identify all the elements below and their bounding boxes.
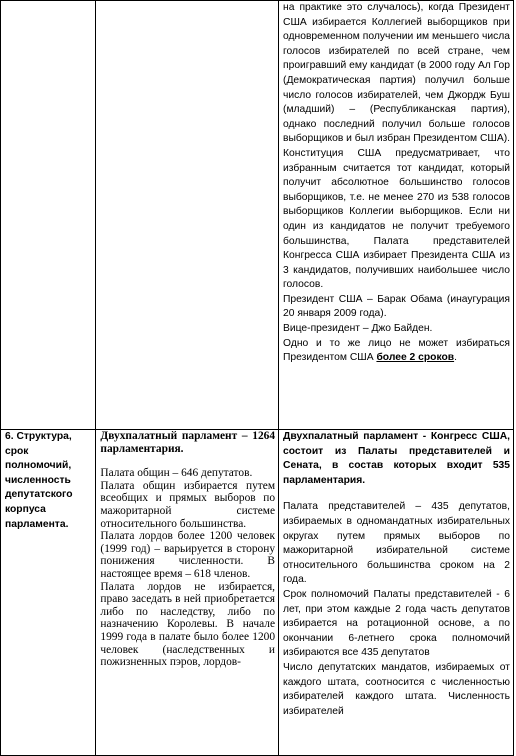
uk-parliament-heading: Двухпалатный парламент – 1264 парламентария. [100, 430, 276, 455]
us-president-election-text: на практике это случалось), когда Президент США избирается Коллегией выборщиков при одновременном получении им меньшего числа голосов избирателей по всей стране, чем проигравший ему кандидат (в 2000 году Ал Гор (Демократическая партия) получил больше число голосов избирателей, чем Джордж Буш (младший) – (Республиканская партия), однако последний получил больше голосов выборщиков и был избран Президентом США). [283, 2, 511, 145]
us-mandates-text: Число депутатских мандатов, избираемых от каждого штата, соотносится с численностью избирателей каждого штата. Численность избирателей [283, 661, 510, 717]
table-row [1, 1, 514, 430]
criterion-cell [1, 1, 96, 430]
uk-parliament-cell [96, 430, 279, 756]
uk-lords-size: Палата лордов более 1200 человек (1999 год) – варьируется в сторону понижения численности. В настоящее время – 618 членов. [100, 530, 276, 580]
term-limit-emphasis: более 2 сроков [376, 352, 455, 364]
us-constitution-text: Конституция США предусматривает, что избранным считается тот кандидат, который получит абсолютное большинство голосов выборщиков, т.е. не менее 270 из 538 голосов выборщиков Коллегии выборщиков. Если ни один из кандидатов не получит требуемого большинства, Палата представителей Конгресса США избирает Президента США из 3 кандидатов, получивших наибольшее число голосов. [283, 147, 510, 291]
uk-lords-appointment: Палата лордов не избирается, право заседать в ней приобретается либо по наследству, либо по назначению Королевы. В начале 1999 года в палате было более 1200 человек (наследственных и пожизненных пэров, лордов- [100, 580, 276, 669]
us-cell [279, 1, 514, 430]
table-row [1, 430, 514, 756]
criterion-label: 6. Структура, срок полномочий, численность депутатского корпуса парламента. [1, 430, 96, 756]
us-vice-president-text: Вице-президент – Джо Байден. [283, 323, 433, 335]
us-house-election: Палата представителей – 435 депутатов, избираемых в одномандатных избирательных округах путем прямых выборов по мажоритарной избирательной системе относительного большинства сроком на 2 года. [283, 501, 510, 586]
us-president-text: Президент США – Барак Обама (инаугурация 20 января 2009 года). [283, 293, 510, 320]
us-term-limit-text: Одно и то же лицо не может избираться Президентом США более 2 сроков. [283, 337, 510, 364]
uk-cell [96, 1, 279, 430]
uk-commons-election: Палата общин избирается путем всеобщих и прямых выборов по мажоритарной системе относительного большинства. [100, 479, 276, 530]
us-congress-cell [279, 430, 514, 756]
uk-commons-size: Палата общин – 646 депутатов. [100, 467, 253, 480]
us-house-term: Срок полномочий Палаты представителей - 6 лет, при этом каждые 2 года часть депутатов избирается на ротационной основе, а по окончании 6-летнего срока полномочий избираются все 435 депутатов [283, 588, 510, 659]
us-congress-heading: Двухпалатный парламент - Конгресс США, состоит из Палаты представителей и Сената, в состав которых входит 535 парламентария. [283, 431, 510, 486]
